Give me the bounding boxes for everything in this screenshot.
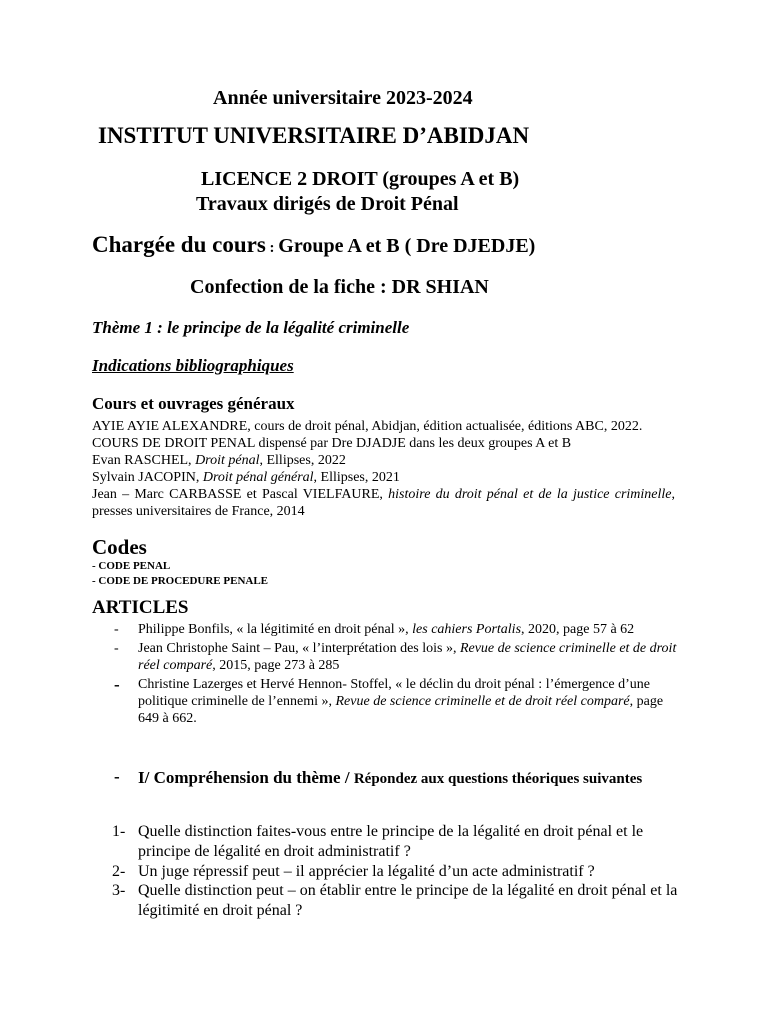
section1-title: I/ Compréhension du thème /: [138, 768, 354, 787]
bibliography-heading: Indications bibliographiques: [92, 356, 294, 375]
instructor-separator: :: [265, 240, 279, 256]
bib-item-jacopin: Sylvain JACOPIN, Droit pénal général, Ellipses, 2021: [92, 470, 400, 485]
question-3: 3- Quelle distinction peut – on établir entre le principe de la légalité en droit pénal et la légitimité en droit pénal ?: [112, 882, 678, 919]
institute-title: INSTITUT UNIVERSITAIRE D’ABIDJAN: [98, 123, 530, 148]
bib-item-carbasse: Jean – Marc CARBASSE et Pascal VIELFAURE, histoire du droit pénal et de la justice criminelle, presses universitaires de France, 2014: [92, 487, 675, 519]
articles-list: [92, 621, 682, 729]
theme-title: Thème 1 : le principe de la légalité criminelle: [92, 318, 410, 337]
question-1: 1- Quelle distinction faites-vous entre le principe de la légalité en droit pénal et le principe de légalité en droit administratif ?: [112, 823, 644, 860]
bib-item-course: COURS DE DROIT PENAL dispensé par Dre DJADJE dans les deux groupes A et B: [92, 436, 572, 451]
bib-item-raschel: Evan RASCHEL, Droit pénal, Ellipses, 2022: [92, 453, 346, 468]
course-instructor: [92, 232, 535, 258]
section1-subtitle: Répondez aux questions théoriques suivantes: [353, 771, 643, 787]
sheet-author: Confection de la fiche : DR SHIAN: [190, 276, 489, 298]
code-penal-item: - CODE PENAL: [92, 560, 171, 572]
codes-heading: Codes: [92, 535, 147, 559]
licence-line: LICENCE 2 DROIT (groupes A et B): [201, 168, 520, 190]
question-2: 2- Un juge répressif peut – il apprécier la légalité d’un acte administratif ?: [112, 863, 595, 880]
instructor-label: Chargée du cours: [92, 232, 266, 257]
section1-heading: [138, 767, 683, 790]
article-item: - Philippe Bonfils, « la légitimité en droit pénal », les cahiers Portalis, 2020, page 57 à 62: [114, 622, 635, 637]
section1-dash: -: [114, 767, 120, 786]
instructor-value: Groupe A et B ( Dre DJEDJE): [278, 235, 536, 257]
article-item: - Christine Lazerges et Hervé Hennon- Stoffel, « le déclin du droit pénal : l’émergence d’une politique criminelle de l’ennemi », Revue de science criminelle et de droit réel comparé, page 649 à 662.: [114, 675, 664, 726]
bib-item-ayie: AYIE AYIE ALEXANDRE, cours de droit pénal, Abidjan, édition actualisée, éditions ABC, 2022.: [92, 419, 643, 434]
general-works-heading: Cours et ouvrages généraux: [92, 394, 295, 413]
general-works-list: [92, 418, 675, 520]
academic-year: Année universitaire 2023-2024: [213, 87, 473, 109]
td-title: Travaux dirigés de Droit Pénal: [196, 193, 459, 215]
articles-heading: ARTICLES: [92, 597, 189, 618]
article-item: - Jean Christophe Saint – Pau, « l’interprétation des lois », Revue de science criminelle et de droit réel comparé, 2015, page 273 à 285: [114, 641, 677, 673]
code-procedure-item: - CODE DE PROCEDURE PENALE: [92, 575, 269, 587]
